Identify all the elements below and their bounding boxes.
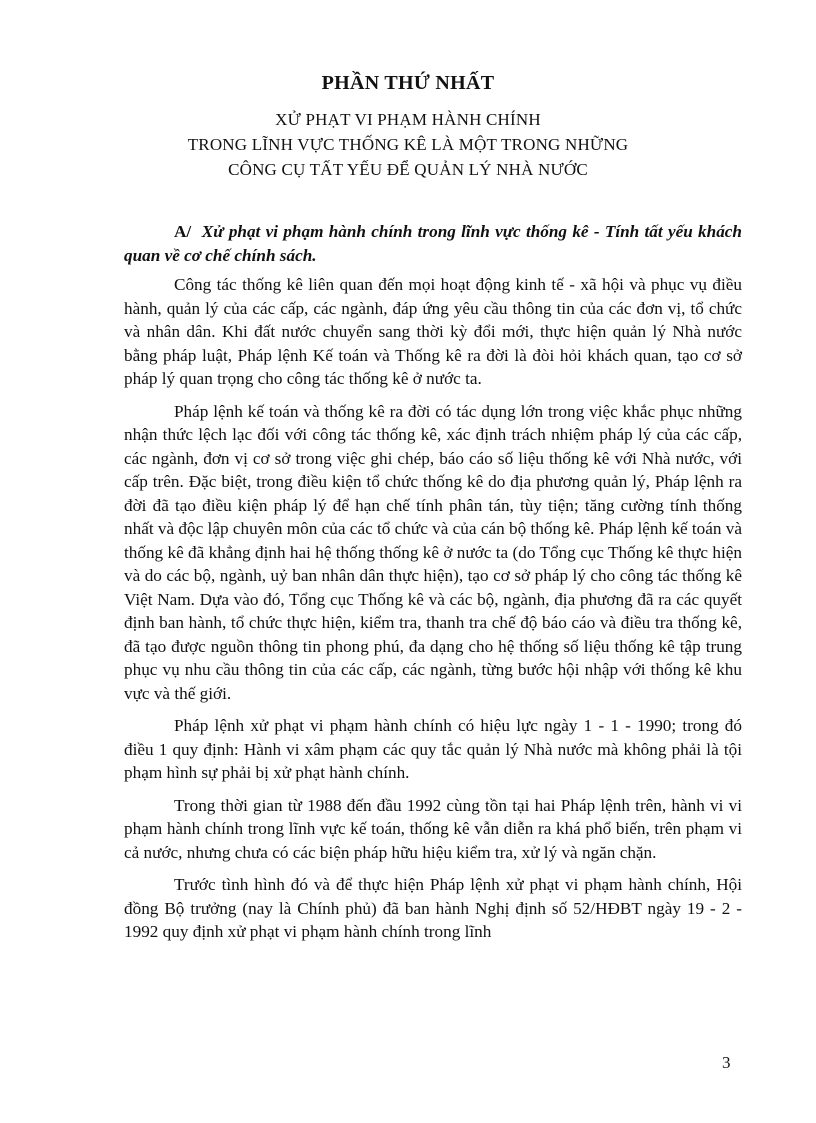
- page-number: 3: [722, 1053, 731, 1072]
- paragraph-5: Trước tình hình đó và để thực hiện Pháp lệnh xử phạt vi phạm hành chính, Hội đồng Bộ trưởng (nay là Chính phủ) đã ban hành Nghị định số 52/HĐBT ngày 19 - 2 - 1992 quy định xử phạt vi phạm hành chính trong lĩnh: [124, 875, 742, 941]
- section-heading: [124, 220, 742, 267]
- subtitle-line-3: CÔNG CỤ TẤT YẾU ĐỂ QUẢN LÝ NHÀ NƯỚC: [228, 160, 588, 179]
- paragraph-1: Công tác thống kê liên quan đến mọi hoạt động kinh tế - xã hội và phục vụ điều hành, quản lý của các cấp, các ngành, đáp ứng yêu cầu thông tin của các đơn vị, tổ chức và nhân dân. Khi đất nước chuyển sang thời kỳ đổi mới, thực hiện quản lý Nhà nước bằng pháp luật, Pháp lệnh Kế toán và Thống kê ra đời là đòi hỏi khách quan, tạo cơ sở pháp lý quan trọng cho công tác thống kê ở nước ta.: [124, 275, 742, 388]
- paragraph-2: Pháp lệnh kế toán và thống kê ra đời có tác dụng lớn trong việc khắc phục những nhận thức lệch lạc đối với công tác thống kê, xác định trách nhiệm pháp lý của các cấp, các ngành, đơn vị cơ sở trong việc ghi chép, báo cáo số liệu thống kê với Nhà nước, với cấp trên. Đặc biệt, trong điều kiện tổ chức thống kê do địa phương quản lý, Pháp lệnh ra đời đã tạo điều kiện pháp lý để hạn chế tính phân tán, tùy tiện; tăng cường tính thống nhất và độc lập chuyên môn của các tổ chức và của cán bộ thống kê. Pháp lệnh kế toán và thống kê đã khẳng định hai hệ thống thống kê ở nước ta (do Tổng cục Thống kê thực hiện và do các bộ, ngành, uỷ ban nhân dân thực hiện), tạo cơ sở pháp lý cho công tác thống kê Việt Nam. Dựa vào đó, Tổng cục Thống kê và các bộ, ngành, địa phương đã ra các quyết định ban hành, tổ chức thực hiện, kiểm tra, thanh tra chế độ báo cáo và điều tra thống kê, đã tạo được nguồn thông tin phong phú, đa dạng cho hệ thống số liệu thống kê tập trung phục vụ nhu cầu thông tin của các cấp, các ngành, từng bước hội nhập với thống kê khu vực và thế giới.: [124, 401, 742, 703]
- paragraph-3: Pháp lệnh xử phạt vi phạm hành chính có hiệu lực ngày 1 - 1 - 1990; trong đó điều 1 quy định: Hành vi xâm phạm các quy tắc quản lý Nhà nước mà không phải là tội phạm hình sự phải bị xử phạt hành chính.: [124, 716, 742, 782]
- subtitle-line-1: XỬ PHẠT VI PHẠM HÀNH CHÍNH: [275, 110, 541, 129]
- section-heading-text: Xử phạt vi phạm hành chính trong lĩnh vực thống kê - Tính tất yếu khách quan về cơ chế chính sách.: [124, 222, 742, 265]
- paragraph-4: Trong thời gian từ 1988 đến đầu 1992 cùng tồn tại hai Pháp lệnh trên, hành vi vi phạm hành chính trong lĩnh vực kế toán, thống kê vẫn diễn ra khá phổ biến, trên phạm vi cả nước, nhưng chưa có các biện pháp hữu hiệu kiểm tra, xử lý và ngăn chặn.: [124, 795, 742, 862]
- subtitle-line-2: TRONG LĨNH VỰC THỐNG KÊ LÀ MỘT TRONG NHỮNG: [187, 135, 629, 154]
- section-heading-prefix: A/: [174, 222, 192, 241]
- body-text: [124, 220, 742, 953]
- part-title: PHẦN THỨ NHẤT: [321, 72, 495, 94]
